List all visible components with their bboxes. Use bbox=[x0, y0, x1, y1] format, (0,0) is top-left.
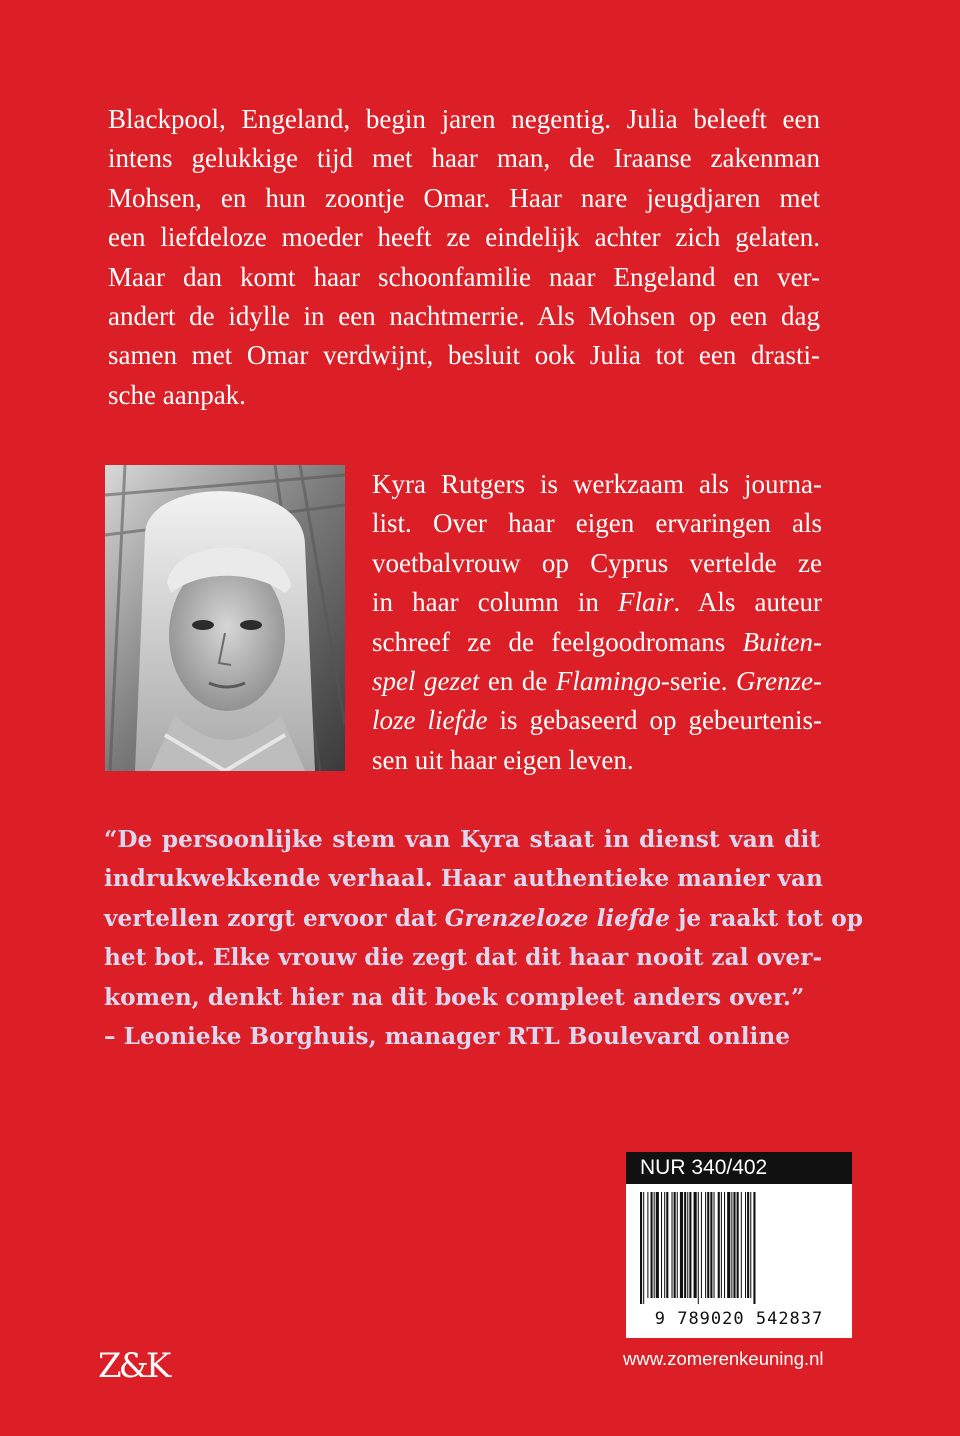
synopsis-line: een liefdeloze moeder heeft ze eindelijk achter zich gelaten. bbox=[108, 222, 820, 253]
book-title: Grenze- bbox=[736, 666, 822, 697]
quote-line: indrukwekkende verhaal. Haar authentieke manier van bbox=[104, 865, 823, 893]
barcode-bar bbox=[710, 1192, 712, 1298]
author-bio bbox=[372, 465, 822, 780]
barcode-bar bbox=[656, 1192, 659, 1298]
bio-text: -serie. bbox=[660, 666, 737, 697]
barcode-bar bbox=[694, 1192, 697, 1298]
synopsis-line: Mohsen, en hun zoontje Omar. Haar nare jeugdjaren met bbox=[108, 182, 820, 213]
publisher-url[interactable]: www.zomerenkeuning.nl bbox=[623, 1348, 824, 1369]
barcode-bar bbox=[714, 1192, 715, 1298]
barcode-bar bbox=[727, 1192, 730, 1298]
synopsis-line: intens gelukkige tijd met haar man, de Iraanse zakenman bbox=[108, 143, 820, 174]
barcode-bar bbox=[651, 1192, 653, 1298]
barcode-bar bbox=[705, 1192, 706, 1298]
barcode-bar bbox=[654, 1192, 655, 1298]
barcode-bar bbox=[724, 1192, 725, 1298]
bio-text: . Als auteur bbox=[673, 587, 822, 618]
book-title: loze liefde bbox=[372, 705, 488, 736]
series-title: Flamingo bbox=[555, 666, 661, 697]
barcode-icon bbox=[638, 1192, 840, 1304]
review-quote bbox=[104, 820, 863, 1056]
barcode-bar bbox=[741, 1192, 742, 1298]
book-title: spel gezet bbox=[372, 666, 480, 697]
book-title: Buiten- bbox=[742, 626, 822, 657]
barcode-bar bbox=[707, 1192, 709, 1298]
bio-line bbox=[372, 583, 822, 622]
isbn-number: 9 789020 542837 bbox=[654, 1309, 824, 1329]
author-portrait-photo bbox=[105, 465, 345, 771]
synopsis-text bbox=[108, 100, 820, 415]
barcode-bar bbox=[747, 1192, 749, 1298]
bio-line bbox=[372, 623, 822, 662]
barcode-bar bbox=[680, 1192, 683, 1298]
synopsis-line: Maar dan komt haar schoonfamilie naar Engeland en ver- bbox=[108, 261, 820, 292]
barcode-bar bbox=[737, 1192, 739, 1298]
barcode-bar bbox=[733, 1192, 735, 1298]
quote-line: “De persoonlijke stem van Kyra staat in dienst van dit bbox=[104, 826, 820, 853]
publisher-logo: Z&K bbox=[98, 1346, 169, 1386]
barcode-bar bbox=[647, 1192, 648, 1298]
barcode-bar bbox=[750, 1192, 751, 1298]
bio-text: is gebaseerd op gebeurtenis- bbox=[487, 705, 822, 736]
synopsis-line: samen met Omar verdwijnt, besluit ook Julia tot een drasti- bbox=[108, 340, 820, 371]
bio-line: list. Over haar eigen ervaringen als bbox=[372, 508, 822, 539]
barcode-bar bbox=[684, 1192, 686, 1298]
barcode-bar bbox=[640, 1192, 642, 1304]
barcode-bar bbox=[698, 1192, 699, 1304]
bio-line: sen uit haar eigen leven. bbox=[372, 744, 634, 775]
barcode-bar bbox=[731, 1192, 732, 1298]
barcode-bar bbox=[643, 1192, 644, 1304]
quote-text: je raakt tot op bbox=[669, 904, 863, 932]
quote-attribution: – Leonieke Borghuis, manager RTL Boulevard online bbox=[104, 1023, 790, 1051]
bio-text: in haar column in bbox=[372, 587, 618, 618]
barcode-block bbox=[626, 1152, 852, 1338]
magazine-title: Flair bbox=[617, 587, 674, 618]
quote-line bbox=[104, 899, 863, 938]
barcode-bar bbox=[672, 1192, 673, 1298]
barcode-bar bbox=[753, 1192, 755, 1304]
quote-text: vertellen zorgt ervoor dat bbox=[104, 904, 445, 932]
barcode-bar bbox=[674, 1192, 676, 1298]
quote-line: komen, denkt hier na dit boek compleet anders over.” bbox=[104, 983, 805, 1011]
bio-line bbox=[372, 701, 822, 740]
barcode-bar bbox=[718, 1192, 720, 1298]
synopsis-line: andert de idylle in een nachtmerrie. Als Mohsen op een dag bbox=[108, 301, 820, 332]
barcode-bar bbox=[661, 1192, 662, 1298]
bio-line: Kyra Rutgers is werkzaam als journa- bbox=[372, 469, 822, 499]
barcode-bar bbox=[701, 1192, 702, 1298]
barcode-bar bbox=[721, 1192, 722, 1298]
book-title: Grenzeloze liefde bbox=[444, 904, 670, 932]
bio-line bbox=[372, 662, 822, 701]
barcode-bar bbox=[745, 1192, 746, 1298]
barcode-bar bbox=[689, 1192, 691, 1298]
nur-code: NUR 340/402 bbox=[626, 1152, 852, 1184]
synopsis-line: sche aanpak. bbox=[108, 379, 246, 410]
barcode-bar bbox=[664, 1192, 665, 1298]
bio-line: voetbalvrouw op Cyprus vertelde ze bbox=[372, 547, 822, 578]
barcode-bar bbox=[677, 1192, 678, 1298]
bio-text: en de bbox=[479, 666, 556, 697]
quote-line: het bot. Elke vrouw die zegt dat dit haar nooit zal over- bbox=[104, 944, 823, 972]
barcode-bar bbox=[687, 1192, 688, 1298]
synopsis-line: Blackpool, Engeland, begin jaren negentig. Julia beleeft een bbox=[108, 104, 820, 134]
barcode-bar bbox=[666, 1192, 668, 1298]
author-portrait-drawing bbox=[105, 465, 345, 771]
bio-text: schreef ze de feelgoodromans bbox=[372, 626, 743, 657]
